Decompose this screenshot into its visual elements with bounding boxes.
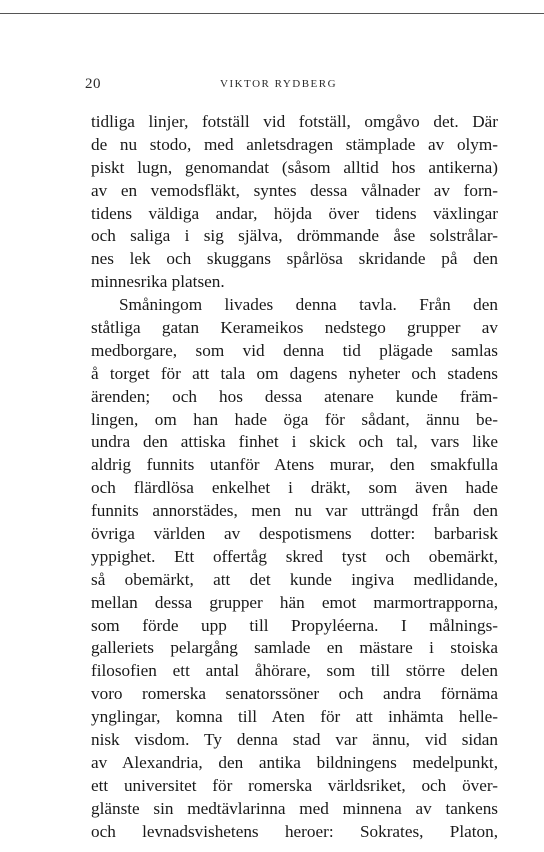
text-line: piskt lugn, genomandat (såsom alltid hos antikerna) bbox=[91, 157, 498, 177]
top-rule bbox=[0, 13, 544, 14]
text-line: nisk visdom. Ty denna stad var ännu, vid sidan bbox=[91, 730, 498, 750]
text-line: filosofien ett antal åhörare, som till större delen bbox=[91, 661, 498, 681]
text-line: medborgare, som vid denna tid plägade samlas bbox=[91, 340, 498, 360]
text-line: lingen, om han hade öga för sådant, ännu be- bbox=[91, 409, 498, 429]
text-line: voro romerska senatorssöner och andra förnäma bbox=[91, 684, 498, 704]
text-line: å torget för att tala om dagens nyheter och stadens bbox=[91, 363, 498, 383]
page-number: 20 bbox=[85, 76, 101, 92]
text-line: så obemärkt, att det kunde ingiva medlidande, bbox=[91, 569, 498, 589]
text-line: nes lek och skuggans spårlösa skridande på den bbox=[91, 249, 498, 269]
text-line: minnesrika platsen. bbox=[91, 272, 225, 292]
text-line: de nu stodo, med anletsdragen stämplade av olym- bbox=[91, 134, 498, 154]
body-text bbox=[91, 111, 498, 844]
text-line: undra den attiska finhet i skick och tal, vars like bbox=[91, 432, 498, 452]
text-line: och saliga i sig själva, drömmande åse solstrålar- bbox=[91, 226, 498, 246]
text-line: tidens väldiga andar, höjda över tidens växlingar bbox=[91, 203, 498, 223]
text-line: yppighet. Ett offertåg skred tyst och obemärkt, bbox=[91, 546, 498, 566]
text-line: glänste sin medtävlarinna med minnena av tankens bbox=[91, 798, 498, 818]
text-line: och levnadsvishetens heroer: Sokrates, Platon, bbox=[91, 821, 498, 841]
text-line: funnits annorstädes, men nu var utträngd från den bbox=[91, 501, 498, 521]
paragraph-start-line: Småningom livades denna tavla. Från den bbox=[119, 295, 498, 315]
page-header bbox=[0, 76, 544, 96]
text-line: galleriets pelargång samlade en mästare i stoiska bbox=[91, 638, 498, 658]
text-line: aldrig funnits utanför Atens murar, den smakfulla bbox=[91, 455, 498, 475]
text-line: ståtliga gatan Kerameikos nedstego grupper av bbox=[91, 318, 498, 338]
text-line: ärenden; och hos dessa atenare kunde främ- bbox=[91, 386, 498, 406]
running-title: VIKTOR RYDBERG bbox=[220, 78, 338, 90]
text-line: ynglingar, komna till Aten för att inhämta helle- bbox=[91, 707, 498, 727]
text-line: som förde upp till Propyléerna. I målnings- bbox=[91, 615, 498, 635]
text-line: mellan dessa grupper hän emot marmortrapporna, bbox=[91, 592, 498, 612]
text-line: ett universitet för romerska världsriket, och över- bbox=[91, 775, 498, 795]
text-line: av Alexandria, den antika bildningens medelpunkt, bbox=[91, 752, 498, 772]
text-line: tidliga linjer, fotställ vid fotställ, omgåvo det. Där bbox=[91, 112, 498, 131]
text-line: och flärdlösa enkelhet i dräkt, som även hade bbox=[91, 478, 498, 498]
text-line: övriga världen av despotismens dotter: barbarisk bbox=[91, 524, 498, 544]
text-line: av en vemodsfläkt, syntes dessa vålnader av forn- bbox=[91, 180, 498, 200]
